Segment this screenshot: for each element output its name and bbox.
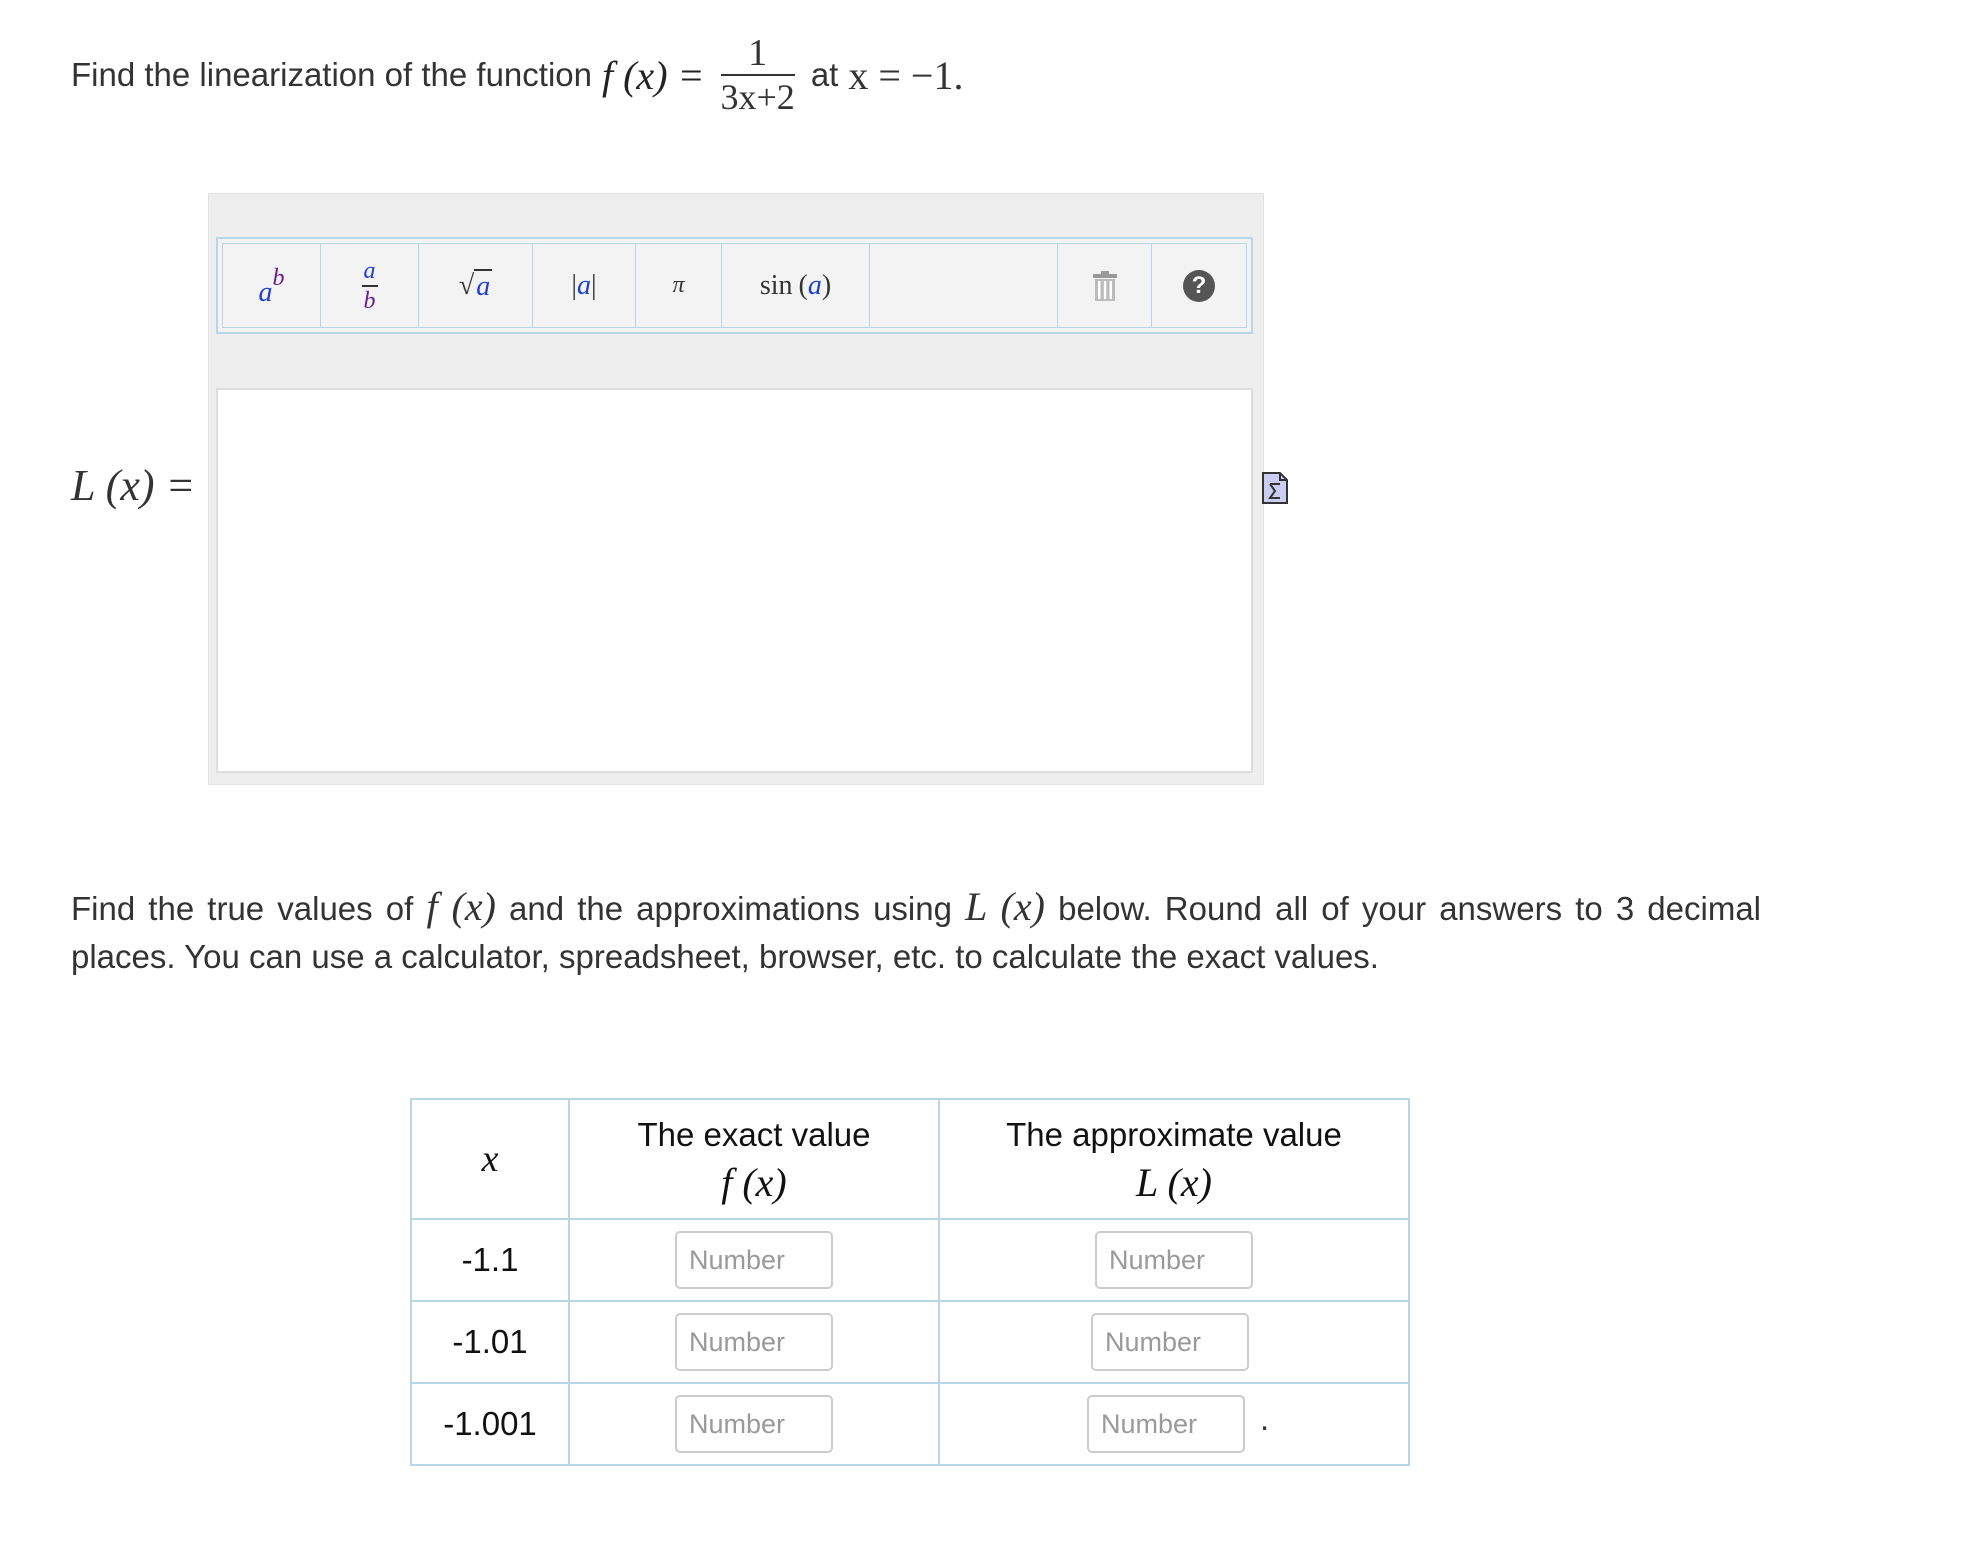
approx-cell bbox=[939, 1219, 1409, 1301]
header-exact-title: The exact value bbox=[637, 1116, 871, 1153]
exact-cell bbox=[569, 1301, 939, 1383]
evaluation-point: x = −1. bbox=[848, 52, 964, 98]
header-approx bbox=[939, 1099, 1409, 1219]
exact-cell bbox=[569, 1383, 939, 1465]
function-fraction bbox=[721, 33, 795, 117]
fraction-button[interactable] bbox=[321, 244, 419, 327]
help-icon: ? bbox=[1183, 270, 1215, 302]
sin-paren-open: ( bbox=[798, 269, 808, 301]
sqrt-button[interactable] bbox=[419, 244, 533, 327]
table-header-row bbox=[411, 1099, 1409, 1219]
instructions-part3: below. Round all of your answers to 3 decimal places. You can use a calculator, spreadsheet, browser, etc. to calculate the exact values. bbox=[71, 890, 1762, 975]
exact-cell bbox=[569, 1219, 939, 1301]
question-prefix: Find the linearization of the function bbox=[71, 56, 592, 93]
exact-value-input[interactable] bbox=[675, 1231, 833, 1289]
approx-value-input[interactable] bbox=[1091, 1313, 1249, 1371]
sin-arg: a bbox=[807, 269, 822, 301]
header-exact bbox=[569, 1099, 939, 1219]
header-x-label: x bbox=[481, 1137, 499, 1180]
abs-left-bar: | bbox=[571, 269, 577, 301]
fraction-denominator: 3x+2 bbox=[720, 77, 795, 117]
toolbar-spacer bbox=[870, 244, 1058, 327]
header-x bbox=[411, 1099, 569, 1219]
abs-right-bar: | bbox=[591, 269, 597, 301]
instructions-lx: L (x) bbox=[965, 884, 1045, 929]
abs-button[interactable] bbox=[533, 244, 636, 327]
approx-value-input[interactable] bbox=[1095, 1231, 1253, 1289]
answer-input-area[interactable] bbox=[216, 388, 1253, 773]
abs-arg: a bbox=[577, 269, 591, 301]
sqrt-arg: a bbox=[476, 270, 491, 302]
question-text bbox=[71, 30, 963, 120]
sin-label: sin bbox=[759, 269, 793, 301]
lx-label: L (x) = bbox=[71, 461, 196, 510]
power-exponent: b bbox=[272, 265, 285, 291]
fraction-numerator: 1 bbox=[748, 32, 768, 74]
fraction-button-bottom: b bbox=[363, 287, 376, 314]
clear-button[interactable] bbox=[1058, 244, 1152, 327]
math-editor bbox=[208, 193, 1264, 785]
math-toolbar bbox=[216, 237, 1253, 334]
table-row bbox=[411, 1301, 1409, 1383]
header-exact-fx: f (x) bbox=[721, 1160, 787, 1205]
fraction-button-top: a bbox=[363, 257, 376, 284]
sin-button[interactable] bbox=[722, 244, 870, 327]
at-text: at bbox=[810, 56, 839, 93]
exact-value-input[interactable] bbox=[675, 1313, 833, 1371]
trailing-period: . bbox=[1260, 1400, 1270, 1437]
header-approx-title: The approximate value bbox=[1006, 1116, 1342, 1153]
instructions-fx: f (x) bbox=[426, 884, 496, 929]
row-x-value: -1.01 bbox=[411, 1301, 569, 1383]
formula-sheet-icon[interactable] bbox=[1262, 472, 1288, 504]
approx-cell bbox=[939, 1383, 1409, 1465]
instructions-part1: Find the true values of bbox=[71, 890, 414, 927]
exact-value-input[interactable] bbox=[675, 1395, 833, 1453]
instructions-part2: and the approximations using bbox=[509, 890, 952, 927]
trash-icon bbox=[1092, 271, 1118, 301]
sin-paren-close: ) bbox=[821, 269, 832, 301]
row-x-value: -1.001 bbox=[411, 1383, 569, 1465]
approx-value-input[interactable] bbox=[1087, 1395, 1245, 1453]
header-approx-lx: L (x) bbox=[1136, 1160, 1212, 1205]
fraction-button-bar bbox=[362, 285, 378, 287]
approx-cell bbox=[939, 1301, 1409, 1383]
pi-symbol: π bbox=[672, 272, 685, 298]
table-row bbox=[411, 1219, 1409, 1301]
power-base: a bbox=[258, 276, 273, 308]
function-expression: f (x) = bbox=[602, 52, 705, 98]
sqrt-icon: √ bbox=[458, 269, 475, 301]
row-x-value: -1.1 bbox=[411, 1219, 569, 1301]
instructions-text bbox=[71, 883, 1761, 981]
pi-button[interactable] bbox=[636, 244, 722, 327]
help-button[interactable] bbox=[1152, 244, 1246, 327]
fraction-bar bbox=[721, 74, 795, 76]
power-button[interactable] bbox=[223, 244, 321, 327]
